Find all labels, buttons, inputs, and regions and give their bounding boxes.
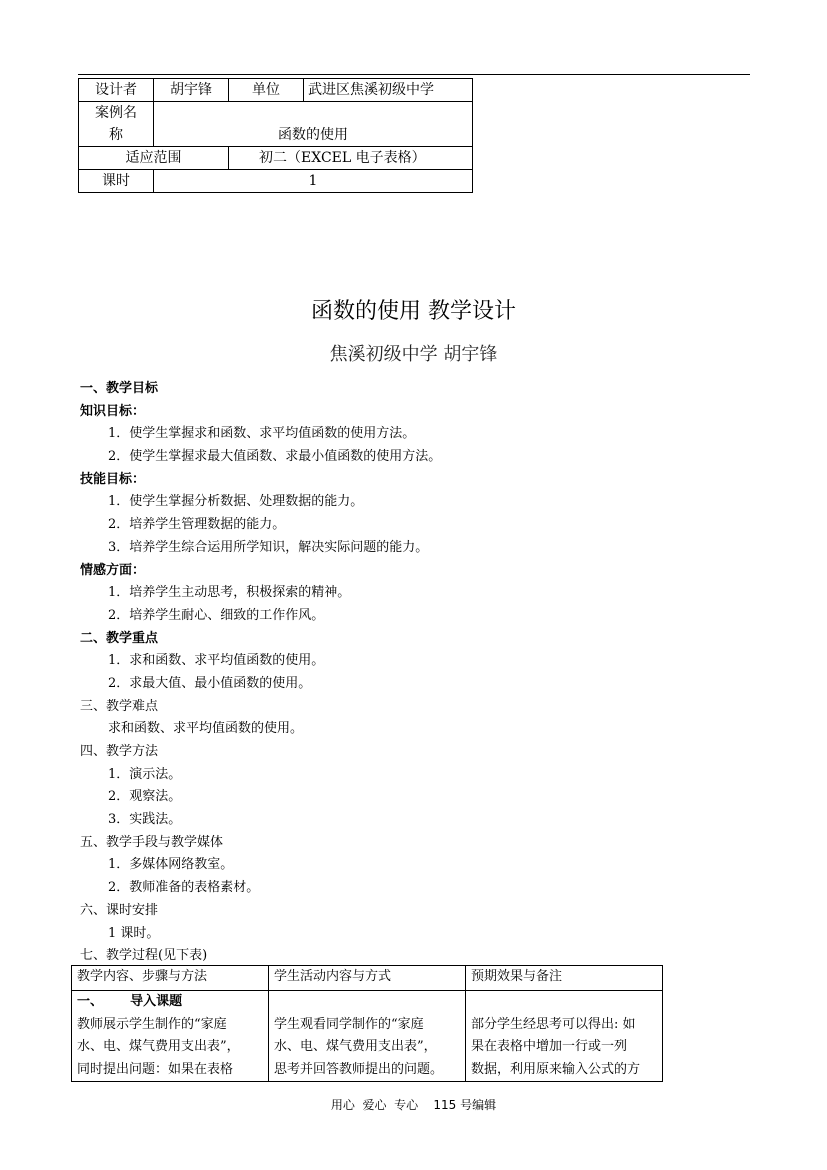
page-subtitle: 焦溪初级中学 胡宇锋 bbox=[329, 344, 498, 365]
process-table bbox=[71, 965, 663, 1082]
process-header-content: 教学内容、步骤与方法 bbox=[72, 966, 269, 991]
scope-value: 初二（EXCEL 电子表格） bbox=[229, 147, 473, 170]
body-item: 3．培养学生综合运用所学知识，解决实际问题的能力。 bbox=[108, 539, 429, 555]
body-item: 求和函数、求平均值函数的使用。 bbox=[108, 721, 304, 737]
process-step-heading: 一、 导入课题 bbox=[77, 994, 183, 1009]
case-name-label: 案例名 称 bbox=[79, 102, 154, 147]
process-cell-activity bbox=[269, 991, 466, 1082]
unit-label: 单位 bbox=[229, 79, 304, 102]
process-header-activity: 学生活动内容与方式 bbox=[269, 966, 466, 991]
process-line: 水、电、煤气费用支出表”， bbox=[274, 1039, 437, 1054]
body-item: 3．实践法。 bbox=[108, 812, 182, 828]
body-item: 1．多媒体网络教室。 bbox=[108, 857, 234, 873]
process-header-effect: 预期效果与备注 bbox=[466, 966, 663, 991]
section-heading: 三、教学难点 bbox=[80, 698, 159, 714]
top-rule bbox=[78, 74, 750, 75]
page-footer: 用心 爱心 专心 115 号编辑 bbox=[330, 1098, 497, 1112]
body-item: 1．使学生掌握分析数据、处理数据的能力。 bbox=[108, 494, 364, 510]
body-item: 1．使学生掌握求和函数、求平均值函数的使用方法。 bbox=[108, 426, 416, 442]
body-item: 1 课时。 bbox=[108, 925, 160, 941]
body-item: 2．使学生掌握求最大值函数、求最小值函数的使用方法。 bbox=[108, 449, 442, 465]
process-line: 思考并回答教师提出的问题。 bbox=[274, 1061, 444, 1077]
designer-label: 设计者 bbox=[79, 79, 154, 102]
section-heading: 六、课时安排 bbox=[80, 902, 159, 918]
section-heading: 七、教学过程(见下表) bbox=[80, 948, 208, 964]
case-name-value: 函数的使用 bbox=[154, 102, 473, 147]
process-line: 学生观看同学制作的“家庭 bbox=[274, 1016, 424, 1032]
section-heading: 情感方面： bbox=[80, 562, 146, 578]
process-line: 部分学生经思考可以得出: 如 bbox=[471, 1016, 636, 1032]
body-item: 2．求最大值、最小值函数的使用。 bbox=[108, 675, 312, 691]
section-heading: 五、教学手段与教学媒体 bbox=[80, 834, 224, 850]
process-cell-effect bbox=[466, 991, 663, 1082]
section-heading: 二、教学重点 bbox=[80, 630, 159, 646]
hours-value: 1 bbox=[154, 170, 473, 193]
process-line: 水、电、煤气费用支出表”， bbox=[77, 1039, 240, 1054]
page-title: 函数的使用 教学设计 bbox=[311, 299, 516, 324]
process-line: 同时提出问题：如果在表格 bbox=[77, 1061, 234, 1077]
process-line: 数据，利用原来输入公式的方 bbox=[471, 1061, 641, 1077]
scope-label: 适应范围 bbox=[79, 147, 229, 170]
section-heading: 技能目标： bbox=[80, 471, 146, 487]
body-item: 2．培养学生耐心、细致的工作作风。 bbox=[108, 607, 325, 623]
process-cell-content bbox=[72, 991, 269, 1082]
body-item: 1．培养学生主动思考，积极探索的精神。 bbox=[108, 585, 351, 601]
section-heading: 四、教学方法 bbox=[80, 744, 159, 759]
process-line: 教师展示学生制作的“家庭 bbox=[77, 1016, 227, 1032]
unit-value: 武进区焦溪初级中学 bbox=[304, 79, 473, 102]
info-table bbox=[78, 78, 473, 193]
section-heading: 知识目标： bbox=[80, 403, 146, 419]
body-item: 1．演示法。 bbox=[108, 766, 182, 782]
hours-label: 课时 bbox=[79, 170, 154, 193]
body-text bbox=[80, 378, 740, 968]
body-item: 2．观察法。 bbox=[108, 789, 182, 805]
body-item: 2．教师准备的表格素材。 bbox=[108, 880, 260, 896]
section-heading: 一、教学目标 bbox=[80, 381, 159, 396]
process-line: 果在表格中增加一行或一列 bbox=[471, 1039, 628, 1054]
body-item: 2．培养学生管理数据的能力。 bbox=[108, 517, 286, 533]
body-item: 1．求和函数、求平均值函数的使用。 bbox=[108, 653, 325, 669]
designer-value: 胡宇锋 bbox=[154, 79, 229, 102]
